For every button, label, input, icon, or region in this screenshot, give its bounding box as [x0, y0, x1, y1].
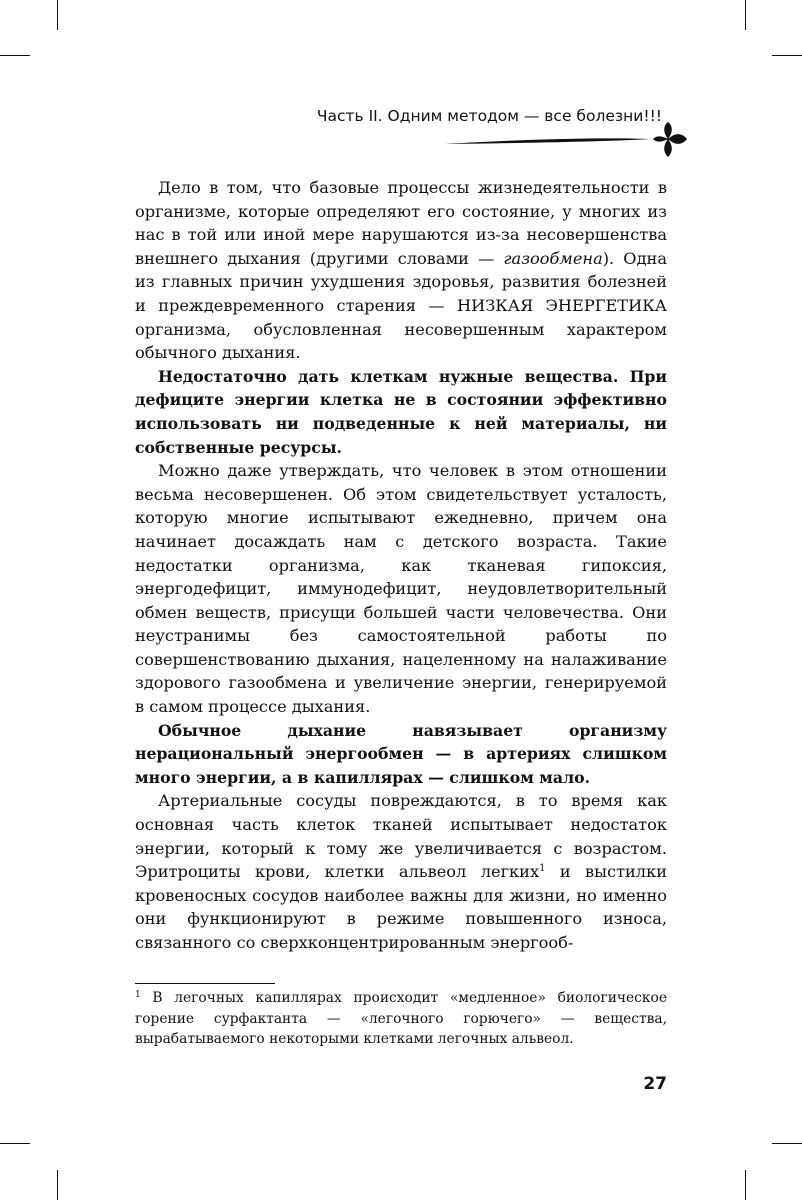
paragraph-1: Дело в том, что базовые процессы жизнедеятельности в организме, которые определяют его состояние, у многих из нас в той или иной мере нарушаются из-за несовершенства внешнего дыхания (другими словами — газообмена). Одна из главных причин ухудшения здоровья, развития болезней и преждевременного старения — НИЗКАЯ ЭНЕРГЕТИКА организма, обусловленная несовершенным характером обычного дыхания.: [135, 178, 667, 363]
crop-mark-bottom-left: [57, 1170, 58, 1200]
paragraph-5: Артериальные сосуды повреждаются, в то время как основная часть клеток тканей испытывает недостаток энергии, который к тому же увеличивается с возрастом. Эритроциты крови, клетки альвеол легких$^1$ и выстилки кровеносных сосудов наиболее важны для жизни, но именно они функционируют в режиме повышенного износа, связанного со сверхконцентрированным энергооб-: [135, 791, 667, 952]
paragraph-2-bold: Недостаточно дать клеткам нужные вещества. При дефиците энергии клетка не в состоянии эффективно использовать ни подведенные к ней материалы, ни собственные ресурсы.: [135, 366, 667, 457]
emphasis-term: газообмена: [503, 248, 603, 268]
footnote-reference: 1: [539, 863, 546, 875]
crop-mark-left-top: [0, 55, 30, 56]
crop-mark-right-top: [772, 55, 802, 56]
footnote-divider: [135, 983, 275, 984]
page-number: 27: [643, 1074, 667, 1094]
crop-mark-left-bottom: [0, 1143, 30, 1144]
running-header-title: Часть II. Одним методом — все болезни!!!: [316, 107, 662, 125]
crop-mark-right-bottom: [772, 1143, 802, 1144]
crop-mark-top-right: [745, 0, 746, 30]
footnote: $^1$ В легочных капиллярах происходит «медленное» биологическое горение сурфактанта — «легочного горючего» — вещества, вырабатываемого некоторыми клетками легочных альвеол.: [135, 990, 667, 1047]
paragraph-4-bold: Обычное дыхание навязывает организму нерациональный энергообмен — в артериях слишком много энергии, а в капиллярах — слишком мало.: [135, 720, 667, 787]
footnote-marker: 1: [135, 990, 141, 1000]
header-ornament-icon: [440, 120, 690, 160]
crop-mark-bottom-right: [745, 1170, 746, 1200]
body-text: [135, 176, 667, 955]
crop-mark-top-left: [57, 0, 58, 30]
paragraph-3: Можно даже утверждать, что человек в этом отношении весьма несовершенен. Об этом свидетельствует усталость, которую многие испытывают ежедневно, причем она начинает досаждать нам с детского возраста. Такие недостатки организма, как тканевая гипоксия, энергодефицит, иммунодефицит, неудовлетворительный обмен веществ, присущи большей части человечества. Они неустранимы без самостоятельной работы по совершенствованию дыхания, нацеленному на налаживание здорового газообмена и увеличение энергии, генерируемой в самом процессе дыхания.: [135, 461, 667, 717]
